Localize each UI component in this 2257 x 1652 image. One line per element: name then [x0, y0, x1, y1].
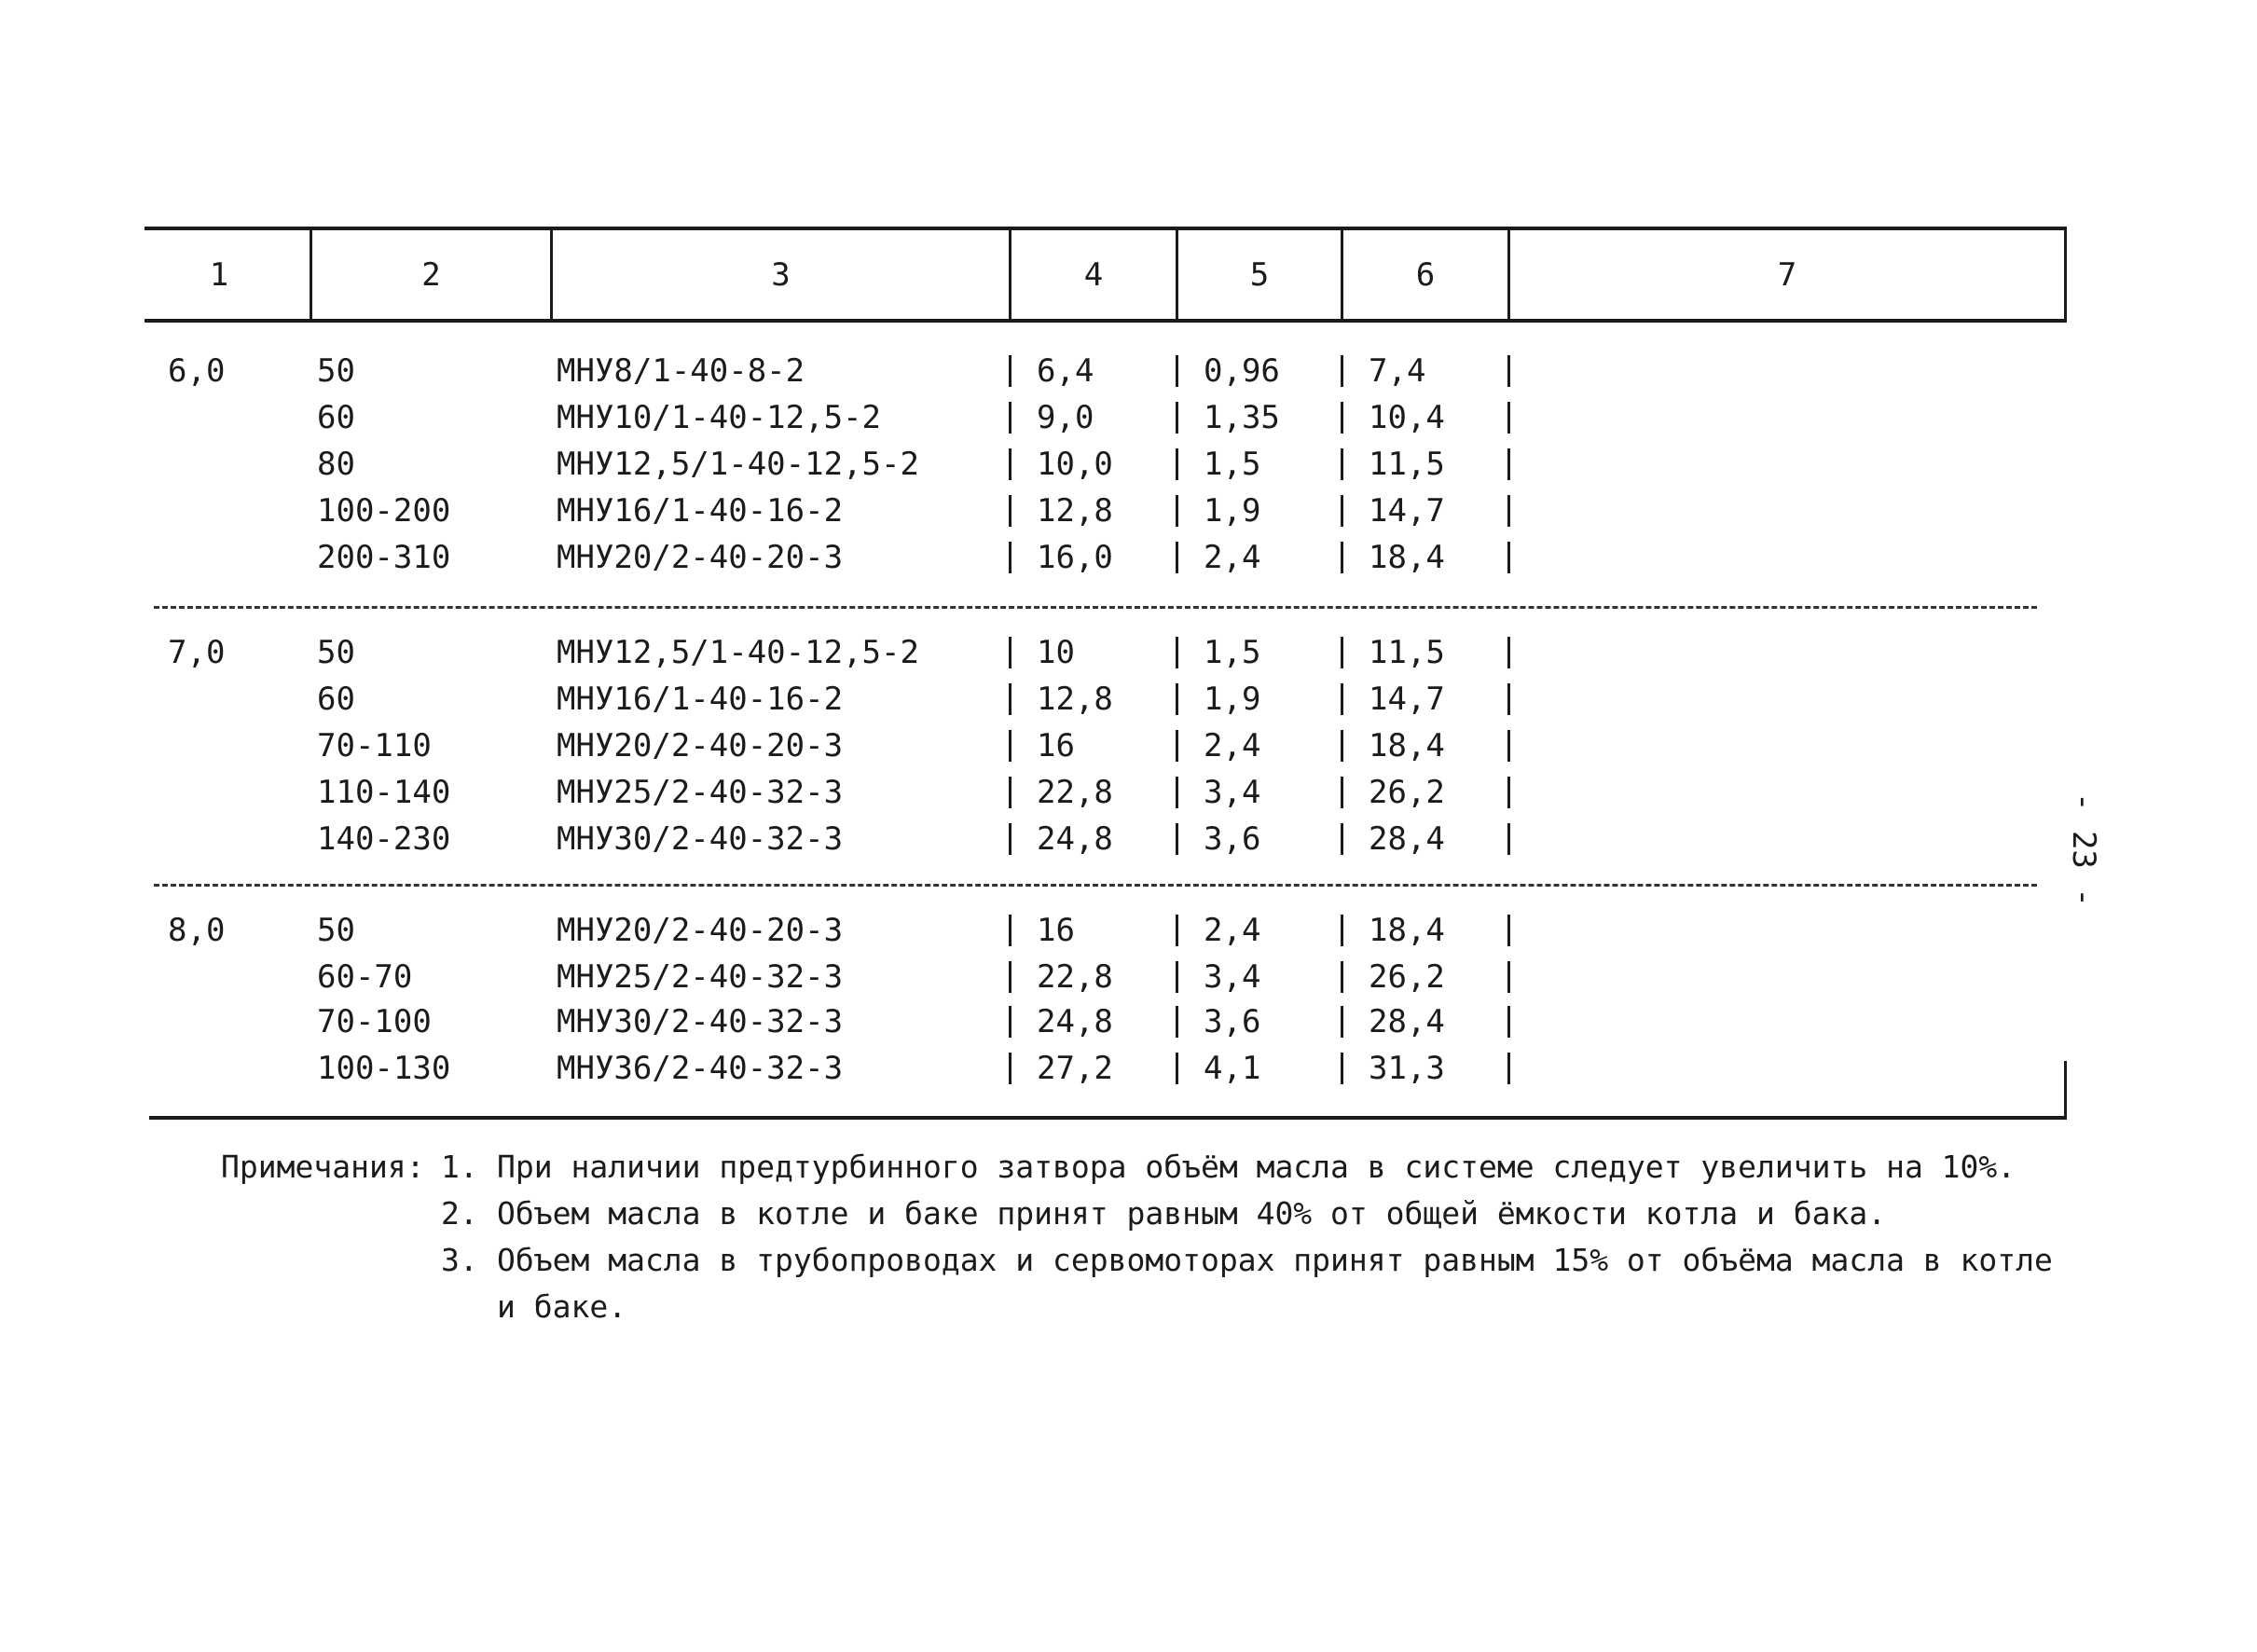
- cell-col6: 18,4: [1369, 912, 1445, 949]
- cell-power: 50: [317, 634, 355, 671]
- cell-power: 60: [317, 399, 355, 436]
- cell-col6: 18,4: [1369, 727, 1445, 764]
- cell-separator: [1176, 730, 1178, 762]
- cell-col4: 16: [1037, 727, 1075, 764]
- cell-col5: 3,6: [1204, 820, 1261, 858]
- cell-separator: [1176, 402, 1178, 434]
- header-bottom-rule: [145, 319, 2067, 323]
- cell-separator: [1176, 1053, 1178, 1084]
- cell-unit-type: МНУ16/1-40-16-2: [557, 492, 844, 530]
- cell-separator: [1341, 448, 1343, 480]
- cell-separator: [1341, 637, 1343, 668]
- notes-label: Примечания:: [221, 1149, 425, 1185]
- cell-separator: [1176, 915, 1178, 946]
- cell-col5: 2,4: [1204, 539, 1261, 576]
- cell-col6: 28,4: [1369, 1003, 1445, 1040]
- note-text: Объем масла в трубопроводах и сервомоторах принят равным 15% от объёма масла в котле: [497, 1242, 2053, 1278]
- cell-separator: [1507, 448, 1510, 480]
- note-text: При наличии предтурбинного затвора объём масла в системе следует увеличить на 10%.: [497, 1149, 2016, 1185]
- table-right-edge: [2064, 230, 2067, 319]
- cell-separator: [1507, 1053, 1510, 1084]
- cell-power: 110-140: [317, 774, 451, 811]
- table-bottom-rule: [149, 1116, 2067, 1120]
- header-col-2: 2: [421, 256, 441, 294]
- header-col-3: 3: [771, 256, 791, 294]
- cell-col5: 1,5: [1204, 634, 1261, 671]
- cell-unit-type: МНУ12,5/1-40-12,5-2: [557, 634, 919, 671]
- cell-power: 60: [317, 681, 355, 718]
- cell-separator: [1341, 777, 1343, 808]
- cell-unit-type: МНУ25/2-40-32-3: [557, 958, 844, 996]
- group-pressure: 8,0: [168, 912, 226, 949]
- header-col-1: 1: [209, 256, 229, 294]
- cell-col5: 3,6: [1204, 1003, 1261, 1040]
- page-number: - 23 -: [2065, 792, 2102, 907]
- cell-separator: [1341, 495, 1343, 527]
- cell-col5: 3,4: [1204, 958, 1261, 996]
- cell-col4: 10,0: [1037, 446, 1113, 483]
- cell-col5: 1,5: [1204, 446, 1261, 483]
- cell-unit-type: МНУ8/1-40-8-2: [557, 352, 805, 390]
- cell-separator: [1176, 683, 1178, 715]
- cell-separator: [1507, 542, 1510, 573]
- cell-col5: 1,9: [1204, 492, 1261, 530]
- cell-col5: 1,9: [1204, 681, 1261, 718]
- note-number: 1.: [441, 1149, 478, 1185]
- cell-separator: [1507, 637, 1510, 668]
- cell-col4: 10: [1037, 634, 1075, 671]
- group-separator: [154, 606, 2037, 609]
- cell-power: 70-100: [317, 1003, 432, 1040]
- cell-separator: [1507, 495, 1510, 527]
- cell-power: 60-70: [317, 958, 413, 996]
- cell-separator: [1176, 823, 1178, 855]
- cell-col6: 28,4: [1369, 820, 1445, 858]
- cell-separator: [1341, 915, 1343, 946]
- cell-col6: 31,3: [1369, 1050, 1445, 1087]
- cell-separator: [1176, 448, 1178, 480]
- group-pressure: 7,0: [168, 634, 226, 671]
- cell-power: 70-110: [317, 727, 432, 764]
- cell-col6: 14,7: [1369, 681, 1445, 718]
- cell-separator: [1176, 777, 1178, 808]
- cell-power: 200-310: [317, 539, 451, 576]
- cell-separator: [1009, 1053, 1012, 1084]
- cell-separator: [1341, 961, 1343, 993]
- cell-separator: [1176, 355, 1178, 387]
- cell-separator: [1507, 915, 1510, 946]
- cell-separator: [1009, 448, 1012, 480]
- cell-unit-type: МНУ30/2-40-32-3: [557, 1003, 844, 1040]
- cell-power: 100-130: [317, 1050, 451, 1087]
- cell-power: 50: [317, 352, 355, 390]
- cell-col6: 7,4: [1369, 352, 1426, 390]
- cell-col4: 22,8: [1037, 958, 1113, 996]
- cell-separator: [1507, 355, 1510, 387]
- cell-separator: [1507, 730, 1510, 762]
- cell-separator: [1009, 777, 1012, 808]
- cell-col6: 11,5: [1369, 446, 1445, 483]
- header-col-4: 4: [1083, 256, 1104, 294]
- cell-separator: [1009, 355, 1012, 387]
- note-text: Объем масла в котле и баке принят равным 40% от общей ёмкости котла и бака.: [497, 1195, 1887, 1232]
- cell-col5: 4,1: [1204, 1050, 1261, 1087]
- cell-separator: [1341, 402, 1343, 434]
- cell-col4: 6,4: [1037, 352, 1094, 390]
- group-separator: [154, 884, 2037, 887]
- note-number: 3.: [441, 1242, 478, 1278]
- cell-col4: 16: [1037, 912, 1075, 949]
- cell-col6: 14,7: [1369, 492, 1445, 530]
- cell-separator: [1176, 495, 1178, 527]
- header-col-6: 6: [1415, 256, 1436, 294]
- header-col-5: 5: [1249, 256, 1270, 294]
- cell-col6: 18,4: [1369, 539, 1445, 576]
- cell-separator: [1341, 730, 1343, 762]
- cell-separator: [1507, 777, 1510, 808]
- cell-unit-type: МНУ12,5/1-40-12,5-2: [557, 446, 919, 483]
- cell-separator: [1341, 683, 1343, 715]
- cell-col4: 27,2: [1037, 1050, 1113, 1087]
- cell-unit-type: МНУ36/2-40-32-3: [557, 1050, 844, 1087]
- cell-separator: [1176, 961, 1178, 993]
- cell-unit-type: МНУ20/2-40-20-3: [557, 727, 844, 764]
- cell-col4: 24,8: [1037, 1003, 1113, 1040]
- cell-power: 100-200: [317, 492, 451, 530]
- cell-col4: 22,8: [1037, 774, 1113, 811]
- cell-separator: [1176, 637, 1178, 668]
- cell-separator: [1507, 961, 1510, 993]
- header-col-7: 7: [1777, 256, 1797, 294]
- cell-separator: [1176, 1006, 1178, 1038]
- cell-col4: 24,8: [1037, 820, 1113, 858]
- cell-unit-type: МНУ20/2-40-20-3: [557, 912, 844, 949]
- cell-separator: [1009, 402, 1012, 434]
- cell-separator: [1009, 961, 1012, 993]
- cell-unit-type: МНУ20/2-40-20-3: [557, 539, 844, 576]
- cell-unit-type: МНУ30/2-40-32-3: [557, 820, 844, 858]
- cell-separator: [1009, 683, 1012, 715]
- cell-separator: [1009, 1006, 1012, 1038]
- cell-col4: 9,0: [1037, 399, 1094, 436]
- cell-separator: [1009, 542, 1012, 573]
- cell-unit-type: МНУ16/1-40-16-2: [557, 681, 844, 718]
- cell-separator: [1009, 637, 1012, 668]
- cell-separator: [1341, 823, 1343, 855]
- cell-separator: [1341, 355, 1343, 387]
- table-top-rule: [145, 227, 2067, 230]
- cell-col6: 26,2: [1369, 958, 1445, 996]
- cell-power: 80: [317, 446, 355, 483]
- cell-col5: 2,4: [1204, 912, 1261, 949]
- cell-unit-type: МНУ25/2-40-32-3: [557, 774, 844, 811]
- cell-separator: [1507, 402, 1510, 434]
- cell-col4: 12,8: [1037, 492, 1113, 530]
- cell-col5: 1,35: [1204, 399, 1280, 436]
- cell-col4: 12,8: [1037, 681, 1113, 718]
- cell-col5: 3,4: [1204, 774, 1261, 811]
- cell-col6: 10,4: [1369, 399, 1445, 436]
- cell-power: 50: [317, 912, 355, 949]
- cell-col6: 26,2: [1369, 774, 1445, 811]
- cell-separator: [1341, 1053, 1343, 1084]
- cell-col5: 0,96: [1204, 352, 1280, 390]
- cell-separator: [1009, 730, 1012, 762]
- cell-col6: 11,5: [1369, 634, 1445, 671]
- table-right-edge: [2064, 1061, 2067, 1117]
- note-text-continued: и баке.: [497, 1288, 627, 1325]
- cell-separator: [1507, 683, 1510, 715]
- cell-separator: [1176, 542, 1178, 573]
- cell-separator: [1507, 1006, 1510, 1038]
- cell-separator: [1507, 823, 1510, 855]
- cell-power: 140-230: [317, 820, 451, 858]
- cell-col5: 2,4: [1204, 727, 1261, 764]
- cell-separator: [1341, 542, 1343, 573]
- cell-unit-type: МНУ10/1-40-12,5-2: [557, 399, 881, 436]
- cell-col4: 16,0: [1037, 539, 1113, 576]
- note-number: 2.: [441, 1195, 478, 1232]
- cell-separator: [1341, 1006, 1343, 1038]
- cell-separator: [1009, 823, 1012, 855]
- group-pressure: 6,0: [168, 352, 226, 390]
- cell-separator: [1009, 915, 1012, 946]
- cell-separator: [1009, 495, 1012, 527]
